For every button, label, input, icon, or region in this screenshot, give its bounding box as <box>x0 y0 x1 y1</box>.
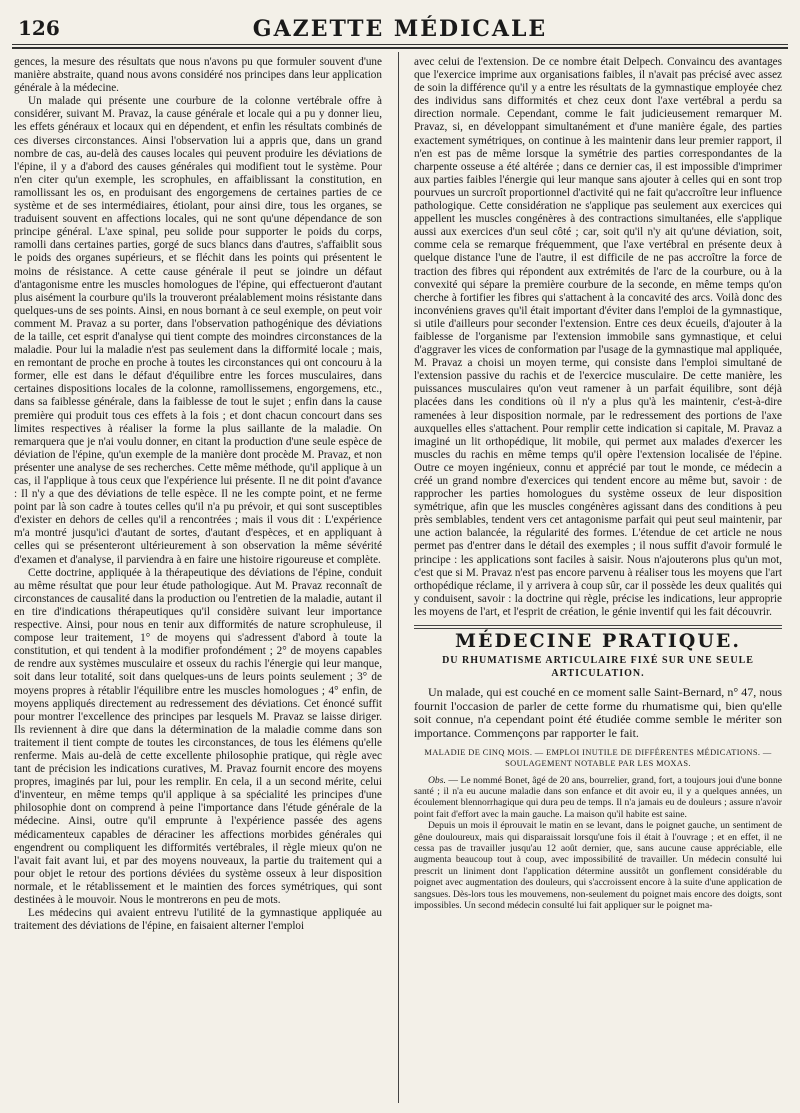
case-heading <box>414 747 782 769</box>
journal-title: GAZETTE MÉDICALE <box>252 16 548 42</box>
header-rule-double <box>12 47 788 49</box>
observation-paragraph: Depuis un mois il éprouvait le matin en se levant, dans le poignet gauche, un sentiment de gêne douloureux, mais qui disparaissait lorsqu'une fois il était à l'ouvrage ; et en effet, il ne cessa pas de travailler jusqu'au 12 août dernier, que, sans aucune cause appréciable, elle augmenta beaucoup tout à coup, avec impossibilité de travailler. Un médecin consulté lui prescrit un liniment dont l'application détermine aussitôt un gonflement considérable du poignet avec augmentation des douleurs, qui s'accroissent encore à la suite d'une application de sangsues. Dès-lors tous les mouvemens, non-seulement du poignet mais encore des doigts, sont impossibles. Un second médecin consulté lui fait appliquer sur le poignet ma- <box>414 820 782 911</box>
observation-paragraph <box>414 775 782 821</box>
page-number: 126 <box>18 16 60 40</box>
article-title-line: ARTICULATION. <box>551 668 645 680</box>
observation-text: — Le nommé Bonet, âgé de 20 ans, bourrelier, grand, fort, a toujours joui d'une bonne santé ; il n'a eu aucune maladie dans son enfance et dit avoir eu, il y a quelques années, un écoulement blennorrhagique qui dura peu de temps. Il n'a jamais eu de douleurs ; assure n'avoir point fait d'effort avec la main gauche. La maison qu'il habite est saine. <box>414 774 782 820</box>
paragraph: gences, la mesure des résultats que nous n'avons pu que formuler souvent d'une manière abstraite, quand nous avons considéré nos principes dans leur application générale à la médecine. <box>14 56 382 95</box>
paragraph: Les médecins qui avaient entrevu l'utilité de la gymnastique appliquée au traitement des déviations de l'épine, en faisaient alterner l'emploi <box>14 907 382 933</box>
section-title: MÉDECINE PRATIQUE. <box>455 630 741 653</box>
header-rule <box>12 44 788 45</box>
section-rule-double <box>414 628 782 629</box>
paragraph: Cette doctrine, appliquée à la thérapeutique des déviations de l'épine, conduit au même résultat que pour leur étude pathologique. Aut M. Pravaz reconnaît de circonstances de causalité dans la production ou l'entretien de la maladie, autant il en tire d'indications thérapeutiques qu'il considère suivant leur importance respective. Ainsi, pour nous en tenir aux difformités de nature scrophuleuse, il compose leur traitement, 1° de moyens qui s'adressent d'abord à toute la constitution, et qui tendent à la modifier profondément ; 2° de moyens capables de rendre aux systèmes musculaire et osseux du rachis l'énergie qui leur manque, soit dans leur totalité, soit dans quelques-uns de leurs points seulement ; 3° de moyens propres à rétablir l'équilibre entre les muscles homologues ; 4° enfin, de moyens appliqués directement au redressement des déviations. Cet énoncé suffit pour montrer l'excellence des principes par lesquels M. Pravaz se laisse diriger. Ils reviennent à dire que dans la détermination de la maladie comme dans son traitement il tient compte de toutes les circonstances, de tous les élémens qu'elle renferme. Mais au-delà de cette excellente philosophie pratique, qui règle avec tant de précision les indications curatives, M. Pravaz fournit encore des moyens propres, imaginés par lui, pour les remplir. En cela, il a un second mérite, celui d'inventeur, en même temps qu'il applique à sa spécialité les principes d'une philosophie dont on comprend à peine l'importance dans l'étude générale de la médecine. Ainsi, outre qu'il emprunte à l'expérience passée des agens médicamenteux capables de déraciner les affections morbides générales qui engendrent ou compliquent les difformités vertébrales, il règle mieux qu'on ne l'avait fait avant lui, et par des moyens nouveaux, la partie du traitement qui a pour objet le retour des portions déviées du système osseux à leur disposition normale, et le rétablissement et le maintien des forces symétriques, qui sont destinées à le mouvoir. Nous le montrerons en peu de mots. <box>14 566 382 906</box>
paragraph: Un malade qui présente une courbure de la colonne vertébrale offre à considérer, suivant M. Pravaz, la cause générale et locale qui a pu y donner lieu, les effets généraux et locaux qui en dépendent, et enfin les résultats combinés de ces diverses circonstances. Ainsi l'observation lui a appris que, dans un grand nombre de cas, au-delà des causes locales qui peuvent produire les déviations de l'épine, il y a d'abord des causes générales qui modifient tout le système. Pour n'en citer qu'un exemple, les scrophules, en affaiblissant la constitution, en ramollissant les os, en produisant des engorgemens de certaines parties de ce système et de ses intermédiaires, étiolant, pour ainsi dire, tous les organes, se traduisent souvent en affections locales, qui ne sont qu'une dépendance de son principe général. L'axe spinal, peu solide pour supporter le poids du corps, ramolli dans certaines parties, gorgé de sucs blancs dans d'autres, s'affaiblit sous le poids des organes supérieurs, et se fléchit dans les points qui présentent le moins de résistance. A cette cause générale il peut se joindre un défaut d'antagonisme entre les muscles homologues de l'épine, qui effectueront d'autant plus aisément la courbure qu'ils la trouveront préalablement moins résistante dans quelques-uns de ses points. Ainsi, en nous bornant à ce seul exemple, on peut voir comment M. Pravaz a su porter, dans l'observation pathogénique des déviations de la taille, cet esprit d'analyse qui tient compte des moindres circonstances de la maladie. Pour lui la maladie n'est pas seulement dans la difformité locale ; mais, en remontant de proche en proche à toutes les circonstances qui ont concouru à la former, elle est dans le défaut d'équilibre entre les forces musculaires, dans certaines dispositions locales de la colonne, ramollissemens, engorgemens, etc., dans sa faiblesse générale, dans la faiblesse de tout le sujet ; enfin dans la cause première qui produit tous ces effets à la fois ; et dont chacun concourt dans ses limites respectives à réaliser la forme la plus saillante de la maladie. On remarquera que je n'ai voulu donner, en citant la production d'une seule espèce de déviation de l'épine, qu'un exemple de la manière dont procède M. Pravaz, et non présenter une analyse de ses recherches. Cette même méthode, qu'il applique à un cas, il l'applique à tous ceux que l'expérience lui présente. Il ne dit point d'avance : Il n'y a que des déviations de telle espèce. Il ne les compte point, et ne ferme point par là son cadre à toutes celles qu'il n'a pu prévoir, et qui sont susceptibles d'exister en dehors de celles qu'il a rencontrées ; mais il vous dit : L'expérience m'a montré jusqu'ici d'autant de sortes, d'autant d'espèces, et en appliquant à celles qui se présenteront ultérieurement à son observation la même sévérité d'examen et d'analyse, il parviendra à en faire une histoire rigoureuse et complète. <box>14 95 382 566</box>
section-rule <box>414 625 782 626</box>
observation-label: Obs. <box>428 774 446 786</box>
paragraph: avec celui de l'extension. De ce nombre était Delpech. Convaincu des avantages que l'exercice imprime aux organisations faibles, il n'avait pas précisé avec assez de soin la différence qu'il y a entre les résultats de la gymnastique employée chez des individus sans difformités et chez ceux dont l'axe vertébral a perdu sa direction normale. Cependant, comme le fait judicieusement remarquer M. Pravaz, si, en développant simultanément et d'une manière égale, des parties exactement symétriques, on continue à les maintenir dans leur premier rapport, il n'en est pas de même lorsque la symétrie des parties correspondantes de la charpente osseuse a été altérée ; dans ce dernier cas, il est impossible d'imprimer aux parties faibles l'énergie qui leur manque sans ajouter à celles qui en sont trop pourvues un surcroît proportionnel d'activité qui ne fait qu'accroître leur influence pathologique. Cette considération ne s'applique pas seulement aux exercices qui appellent les muscles congénères à des contractions simultanées, elle s'applique aussi aux exercices d'un seul côté ; car, soit qu'il n'y ait qu'une déviation, soit, comme cela se remarque fréquemment, que l'axe vertébral en présente deux à quelque distance l'une de l'autre, il est difficile de ne pas accroître la force de traction des fibres qui répondent aux extrémités de l'arc de la courbure, ou à la convexité qui sépare la première courbure de la seconde, en même temps qu'on cherche à fortifier les fibres qui s'attachent à la concavité des arcs. Voilà donc des inconvéniens graves qu'il était important d'éviter dans l'emploi de la gymnastique, si utile d'ailleurs pour seconder l'extension. Entre ces deux écueils, d'ajouter à la faiblesse de l'organisme par l'extension immobile sans gymnastique, et celui d'aggraver les vices de conformation par l'usage de la gymnastique mal appliquée, M. Pravaz a choisi un moyen terme, qui consiste dans l'emploi simultané de l'extension passive du rachis et de l'exercice musculaire. De cette manière, les puissances musculaires qu'on veut ramener à un parfait équilibre, sont déjà placées dans les conditions où il n'y a plus qu'à les maintenir, c'est-à-dire ramenées à leur disposition normale, par le redressement des portions de l'axe auxquelles elles s'attachent. Pour remplir cette indication si capitale, M. Pravaz a imaginé un lit orthopédique, lit mobile, qui permet aux malades d'exercer les muscles du rachis en même temps qu'il opère l'extension localisée de l'épine. Outre ce moyen ingénieux, connu et apprécié par tout le monde, ce médecin a créé un grand nombre d'exercices qui tendent encore au même but, savoir : de rapprocher les parties homologues du système osseux de leur disposition symétrique, afin que les muscles congénères agissant dans des conditions à peu près semblables, tendent vers cet antagonisme parfait qui peut seul maintenir, par une action balancée, la régularité des formes. L'étendue de cet article ne nous permet pas d'entrer dans le détail des exemples ; il nous suffit d'avoir formulé le principe : les applications sont faciles à saisir. Nous n'ajouterons plus qu'un mot, c'est que si M. Pravaz n'est pas encore parvenu à réaliser tous les moyens que l'art orthopédique réclame, il y arrivera à coup sûr, car il possède les deux qualités qui y conduisent, savoir : la doctrine qui règle, précise les indications, leur approprie les moyens de l'art, et l'esprit de création, le génie inventif qui les fait découvrir. <box>414 56 782 618</box>
article-title-line: DU RHUMATISME ARTICULAIRE FIXÉ SUR UNE SEULE <box>442 655 754 667</box>
left-column <box>14 56 382 933</box>
article-title <box>414 654 782 680</box>
right-column <box>414 56 782 911</box>
article-intro: Un malade, qui est couché en ce moment salle Saint-Bernard, n° 47, nous fournit l'occasion de parler de cette forme du rhumatisme qui, bien qu'elle soit connue, n'a cependant point été étudiée comme semble le mériter son importance. Commençons par rapporter le fait. <box>414 685 782 740</box>
column-divider <box>398 52 399 1103</box>
case-heading-line: SOULAGEMENT NOTABLE PAR LES MOXAS. <box>505 758 691 768</box>
case-heading-line: MALADIE DE CINQ MOIS. — EMPLOI INUTILE DE DIFFÉRENTES MÉDICATIONS. — <box>424 747 772 757</box>
